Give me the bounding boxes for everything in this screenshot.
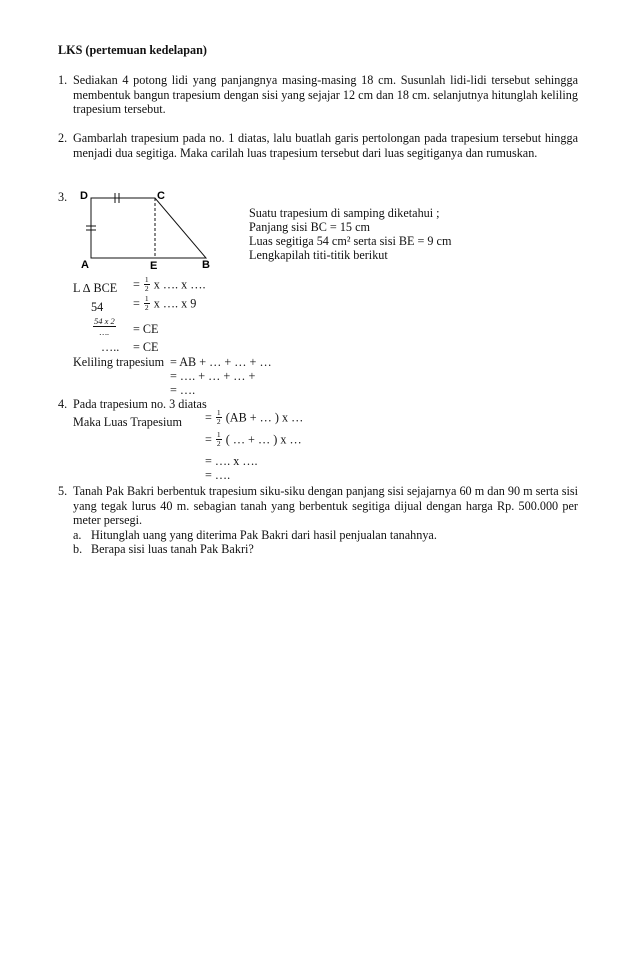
q3-info-line-2: Panjang sisi BC = 15 cm (249, 220, 370, 234)
half-fraction: $\frac{1}{2}$ (144, 294, 149, 312)
q3-perimeter-line-2: = …. + … + … + (170, 369, 256, 383)
label-b: B (202, 259, 210, 271)
q1-text: Sediakan 4 potong lidi yang panjangnya masing-masing 18 cm. Susunlah lidi-lidi tersebut sehingga membentuk bangun trapesium dengan sisi yang sejajar 12 cm dan 18 cm. selanjutnya hitunglah keliling trapesium tersebut. (73, 73, 578, 117)
q5-a-label: a. (73, 528, 82, 542)
worksheet-title: LKS (pertemuan kedelapan) (58, 43, 207, 57)
q3-ce-line-1: = CE (133, 322, 159, 336)
q4-area-line-3: = …. x …. (205, 454, 258, 468)
q4-area-line-4: = …. (205, 468, 231, 482)
q2-text: Gambarlah trapesium pada no. 1 diatas, lalu buatlah garis pertolongan pada trapesium tersebut hingga menjadi dua segitiga. Maka carilah luas trapesium tersebut dari luas segitiganya dan rumuskan. (73, 131, 578, 160)
q5-a-text: Hitunglah uang yang diterima Pak Bakri dari hasil penjualan tanahnya. (91, 528, 437, 542)
half-fraction: $\frac{1}{2}$ (216, 430, 221, 448)
q5-b-text: Berapa sisi luas tanah Pak Bakri? (91, 542, 254, 556)
q3-info-line-3: Luas segitiga 54 cm² serta sisi BE = 9 cm (249, 234, 452, 248)
half-fraction: $\frac{1}{2}$ (216, 408, 221, 426)
q5-text: Tanah Pak Bakri berbentuk trapesium siku-siku dengan panjang sisi sejajarnya 60 m dan 90 m serta sisi yang tegak lurus 40 m. sebagian tanah yang berbentuk segitiga dijual dengan harga Rp. 500.000 per meter persegi. (73, 484, 578, 528)
q3-area-line-1: = $\frac{1}{2}$ x …. x …. (133, 275, 206, 293)
q5-b-label: b. (73, 542, 83, 556)
q1-number: 1. (58, 73, 68, 87)
q2-number: 2. (58, 131, 68, 145)
label-a: A (81, 259, 89, 271)
q3-area-value: 54 (91, 300, 104, 314)
trapezoid-shape (91, 198, 206, 258)
q4-area-label: Maka Luas Trapesium (73, 415, 183, 429)
q4-area-line-1: = $\frac{1}{2}$ (AB + … ) x … (205, 408, 304, 426)
q3-area-label: L ∆ BCE (73, 281, 118, 295)
label-c: C (157, 190, 165, 202)
q3-ce-blank: ….. (101, 340, 120, 354)
q4-intro: Pada trapesium no. 3 diatas (73, 397, 207, 411)
q5-number: 5. (58, 484, 68, 498)
q4-number: 4. (58, 397, 68, 411)
label-e: E (150, 260, 158, 272)
q3-info-line-1: Suatu trapesium di samping diketahui ; (249, 206, 440, 220)
label-d: D (80, 190, 88, 202)
q3-number: 3. (58, 190, 68, 204)
q3-perimeter-line-3: = …. (170, 383, 196, 397)
q3-perimeter-line-1: = AB + … + … + … (170, 355, 272, 369)
q3-perimeter-label: Keliling trapesium (73, 355, 165, 369)
q3-ce-fraction: $\frac{54 x 2}{\dots.}$ (94, 316, 115, 337)
q3-area-line-2: = $\frac{1}{2}$ x …. x 9 (133, 294, 197, 312)
q4-area-line-2: = $\frac{1}{2}$ ( … + … ) x … (205, 430, 302, 448)
half-fraction: $\frac{1}{2}$ (144, 275, 149, 293)
q3-ce-line-2: = CE (133, 340, 159, 354)
q3-info-line-4: Lengkapilah titi-titik berikut (249, 248, 388, 262)
trapezoid-figure (78, 186, 223, 272)
